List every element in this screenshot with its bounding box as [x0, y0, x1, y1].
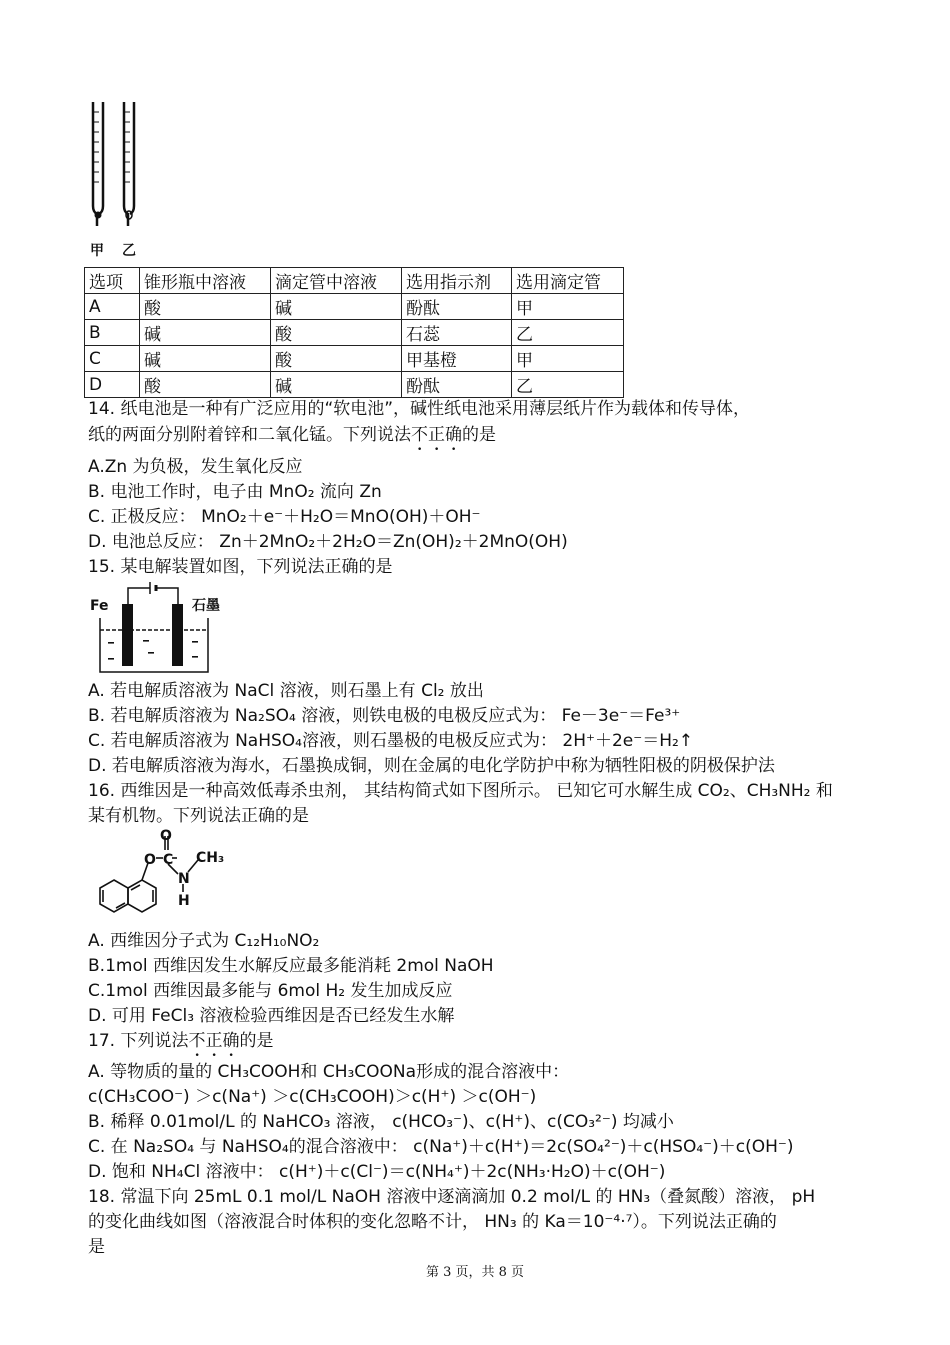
- table-cell: D: [85, 372, 140, 398]
- table-cell: 酸: [140, 294, 271, 320]
- burette-label-yi: 乙: [122, 243, 136, 259]
- q15-option-b: B. 若电解质溶液为 Na₂SO₄ 溶液，则铁电极的电极反应式为： Fe－3e⁻＝Fe³⁺: [88, 706, 681, 726]
- atom-n: N: [178, 871, 190, 887]
- burette-label-jia: 甲: [90, 243, 104, 259]
- table-row: [85, 346, 624, 372]
- atom-o-carbonyl: O: [160, 828, 172, 844]
- atom-h: H: [178, 893, 190, 909]
- q17-stem-text: 17. 下列说法: [88, 1031, 189, 1051]
- table-cell: 乙: [512, 320, 624, 346]
- table-header: 选用指示剂: [402, 268, 512, 294]
- q16-option-a: A. 西维因分子式为 C₁₂H₁₀NO₂: [88, 931, 320, 951]
- table-cell: 甲: [512, 294, 624, 320]
- q15-option-d: D. 若电解质溶液为海水，石墨换成铜，则在金属的电化学防护中称为牺牲阳极的阴极保护法: [88, 756, 775, 776]
- group-ch3: CH₃: [196, 850, 225, 866]
- table-row: [85, 320, 624, 346]
- q18-stem-line3: 是: [88, 1237, 105, 1257]
- table-header: 选用滴定管: [512, 268, 624, 294]
- q15-stem: 15. 某电解装置如图，下列说法正确的是: [88, 557, 393, 577]
- q17-stem-end: 的是: [239, 1031, 274, 1051]
- q14-option-b: B. 电池工作时，电子由 MnO₂ 流向 Zn: [88, 482, 382, 502]
- table-cell: 酸: [271, 320, 402, 346]
- options-table: [84, 267, 624, 398]
- atom-c: C: [163, 852, 174, 868]
- q16-stem-line1: 16. 西维因是一种高效低毒杀虫剂， 其结构简式如下图所示。 已知它可水解生成 CO₂、CH₃NH₂ 和: [88, 781, 833, 801]
- q16-option-c: C.1mol 西维因最多能与 6mol H₂ 发生加成反应: [88, 981, 453, 1001]
- q18-stem-line1: 18. 常温下向 25mL 0.1 mol/L NaOH 溶液中逐滴滴加 0.2 mol/L 的 HN₃（叠氮酸）溶液， pH: [88, 1187, 816, 1207]
- table-cell: 碱: [140, 346, 271, 372]
- electrolysis-figure: [88, 580, 248, 676]
- table-cell: 石蕊: [402, 320, 512, 346]
- q14-stem-end: 的是: [462, 425, 496, 445]
- table-header-row: [85, 268, 624, 294]
- q14-option-a: A.Zn 为负极，发生氧化反应: [88, 457, 303, 477]
- table-cell: 酚酞: [402, 294, 512, 320]
- q18-stem-line2: 的变化曲线如图（溶液混合时体积的变化忽略不计， HN₃ 的 Ka＝10⁻⁴·⁷）。下列说法正确的: [88, 1212, 777, 1232]
- q14-stem-line1: 14. 纸电池是一种有广泛应用的“软电池”，碱性纸电池采用薄层纸片作为载体和传导体，: [88, 399, 751, 419]
- table-cell: 碱: [140, 320, 271, 346]
- table-cell: B: [85, 320, 140, 346]
- q15-option-c: C. 若电解质溶液为 NaHSO₄溶液，则石墨极的电极反应式为： 2H⁺＋2e⁻＝H₂↑: [88, 731, 694, 751]
- q16-stem-line2: 某有机物。下列说法正确的是: [88, 806, 309, 826]
- table-row: [85, 294, 624, 320]
- q14-stem-line2: [88, 423, 496, 455]
- table-cell: 乙: [512, 372, 624, 398]
- q16-option-d: D. 可用 FeCl₃ 溶液检验西维因是否已经发生水解: [88, 1006, 455, 1026]
- q14-emphasis: 不正确: [411, 425, 462, 445]
- table-cell: 甲: [512, 346, 624, 372]
- table-cell: 甲基橙: [402, 346, 512, 372]
- q17-option-a-line2: c(CH₃COO⁻) ＞c(Na⁺) ＞c(CH₃COOH)＞c(H⁺) ＞c(OH⁻): [88, 1087, 537, 1107]
- label-fe-electrode: Fe: [90, 598, 109, 614]
- q17-stem: [88, 1029, 273, 1061]
- label-graphite-electrode: 石墨: [192, 598, 220, 614]
- page-footer: 第 3 页，共 8 页: [425, 1265, 525, 1280]
- table-header: 选项: [85, 268, 140, 294]
- q14-stem-text: 纸的两面分别附着锌和二氧化锰。下列说法: [88, 425, 411, 445]
- table-cell: 碱: [271, 372, 402, 398]
- q17-option-d: D. 饱和 NH₄Cl 溶液中： c(H⁺)＋c(Cl⁻)＝c(NH₄⁺)＋2c(NH₃·H₂O)＋c(OH⁻): [88, 1162, 666, 1182]
- q14-option-c: C. 正极反应： MnO₂＋e⁻＋H₂O＝MnO(OH)＋OH⁻: [88, 507, 481, 527]
- q17-emphasis: 不正确: [188, 1031, 240, 1051]
- table-header: 滴定管中溶液: [271, 268, 402, 294]
- q15-option-a: A. 若电解质溶液为 NaCl 溶液，则石墨上有 Cl₂ 放出: [88, 681, 484, 701]
- table-cell: 酚酞: [402, 372, 512, 398]
- q17-option-b: B. 稀释 0.01mol/L 的 NaHCO₃ 溶液， c(HCO₃⁻)、c(H⁺)、c(CO₃²⁻) 均减小: [88, 1112, 674, 1132]
- table-cell: C: [85, 346, 140, 372]
- table-cell: 碱: [271, 294, 402, 320]
- q17-option-a-line1: A. 等物质的量的 CH₃COOH和 CH₃COONa形成的混合溶液中：: [88, 1062, 570, 1082]
- carbaryl-structure: [88, 828, 238, 924]
- q17-option-c: C. 在 Na₂SO₄ 与 NaHSO₄的混合溶液中： c(Na⁺)＋c(H⁺)＝2c(SO₄²⁻)＋c(HSO₄⁻)＋c(OH⁻): [88, 1137, 794, 1157]
- table-header: 锥形瓶中溶液: [140, 268, 271, 294]
- table-cell: A: [85, 294, 140, 320]
- q14-option-d: D. 电池总反应： Zn＋2MnO₂＋2H₂O＝Zn(OH)₂＋2MnO(OH): [88, 532, 568, 552]
- table-cell: 酸: [140, 372, 271, 398]
- table-row: [85, 372, 624, 398]
- atom-o-ester: O: [144, 852, 156, 868]
- table-cell: 酸: [271, 346, 402, 372]
- q16-option-b: B.1mol 西维因发生水解反应最多能消耗 2mol NaOH: [88, 956, 494, 976]
- burettes-figure: [84, 98, 154, 260]
